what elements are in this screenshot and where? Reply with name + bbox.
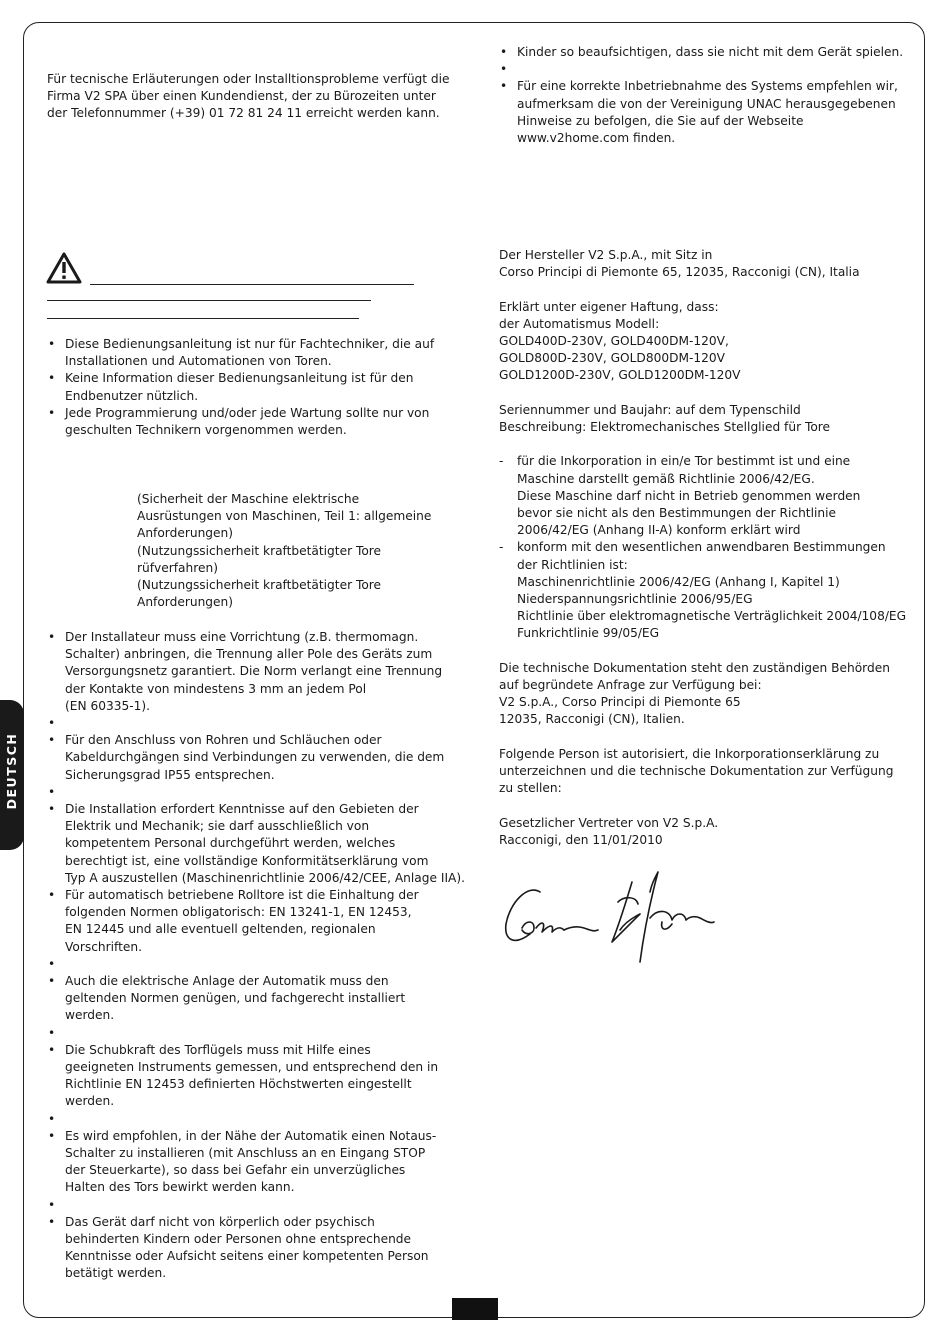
heading-rule <box>47 318 359 319</box>
service-line: Firma V2 SPA über einen Kundendienst, der zu Bürozeiten unter <box>47 89 436 104</box>
language-tab-label: DEUTSCH <box>4 732 19 810</box>
service-line: der Telefonnummer (+39) 01 72 81 24 11 erreicht werden kann. <box>47 106 440 121</box>
list-item: • Keine Information dieser Bedienungsanleitung ist für den Endbenutzer nützlich. <box>47 370 457 404</box>
service-paragraph <box>47 71 457 123</box>
list-item: • Für den Anschluss von Rohren und Schläuchen oder Kabeldurchgängen sind Verbindungen zu verwenden, die dem Sicherungsgrad IP55 entsprechen. <box>47 732 457 784</box>
list-item: • Kinder so beaufsichtigen, dass sie nicht mit dem Gerät spielen. <box>499 44 909 61</box>
list-item: • Die Installation erfordert Kenntnisse auf den Gebieten der Elektrik und Mechanik; sie darf ausschließlich von kompetentem Personal durchgeführt werden, welches berechtigt ist, eine vollständige Konformitätserklärung vom Typ A auszustellen (Maschinenrichtlinie 2006/42/CEE, Anlage IIA). <box>47 801 457 887</box>
safety-list <box>47 629 466 1283</box>
intro-list <box>47 336 457 439</box>
top-list <box>499 44 909 147</box>
list-item: • Das Gerät darf nicht von körperlich oder psychisch behinderten Kindern oder Personen ohne entsprechende Kenntnisse oder Aufsicht seitens einer kompetenten Person betätigt werden. <box>47 1214 457 1283</box>
spacer <box>47 956 457 973</box>
list-item: • Es wird empfohlen, in der Nähe der Automatik einen Notaus- Schalter zu installieren (mit Anschluss an en Eingang STOP der Steuerkarte), so dass bei Gefahr ein unverzügliches Halten des Tors bewirkt werden kann. <box>47 1128 457 1197</box>
list-item: • Die Schubkraft des Torflügels muss mit Hilfe eines geeigneten Instruments gemessen, und entsprechend den in Richtlinie EN 12453 definierten Höchstwerten eingestellt werden. <box>47 1042 457 1111</box>
service-line: Für tecnische Erläuterungen oder Installtionsprobleme verfügt die <box>47 72 450 86</box>
page-number-box <box>452 1298 498 1320</box>
spacer <box>47 784 457 801</box>
heading-rule <box>47 300 371 301</box>
list-item: • Für automatisch betriebene Rolltore ist die Einhaltung der folgenden Normen obligatorisch: EN 13241-1, EN 12453, EN 12445 und alle eventuell geltenden, regionalen Vorschriften. <box>47 887 457 956</box>
list-item: • Jede Programmierung und/oder jede Wartung sollte nur von geschulten Technikern vorgenommen werden. <box>47 405 457 439</box>
signature <box>500 862 725 972</box>
heading-rule <box>90 284 414 285</box>
spacer <box>47 1197 457 1214</box>
spacer <box>47 1025 457 1042</box>
list-item: - für die Inkorporation in ein/e Tor bestimmt ist und eine Maschine darstellt gemäß Richtlinie 2006/42/EG. Diese Maschine darf nicht in Betrieb genommen werden bevor sie nicht als den Bestimmungen der Richtlinie 2006/42/EG (Anhang II-A) konform erklärt wird <box>499 453 909 539</box>
spacer <box>47 1111 457 1128</box>
list-item: • Auch die elektrische Anlage der Automatik muss den geltenden Normen genügen, und fachgerecht installiert werden. <box>47 973 457 1025</box>
list-item: • Der Installateur muss eine Vorrichtung (z.B. thermomagn. Schalter) anbringen, die Trennung aller Pole des Geräts zum Versorgungsnetz garantiert. Die Norm verlangt eine Trennung der Kontakte von mindestens 3 mm an jedem Pol (EN 60335-1). <box>47 629 457 715</box>
spacer <box>47 715 457 732</box>
declaration: Der Hersteller V2 S.p.A., mit Sitz in Corso Principi di Piemonte 65, 12035, Racconigi (CN), Italia Erklärt unter eigener Haftung, dass: der Automatismus Modell: GOLD400D-230V, GOLD400DM-120V, GOLD800D-230V, GOLD800DM-120V GOLD1200D-230V, GOLD1200DM-120V Seriennummer und Baujahr: auf dem Typenschild Beschreibung: Elektromechanisches Stellglied für Tore - für die Inkorporation in ein/e Tor bestimmt ist und eine Maschine darstellt gemäß Richtlinie 2006/42/EG. Diese Maschine darf nicht in Betrieb genommen werden bevor sie nicht als den Bestimmungen der Richtlinie 2006/42/EG (Anhang II-A) konform erklärt wird - konform mit den wesentlichen anwendbaren Bestimmungen der Richtlinien ist: Maschinenrichtlinie 2006/42/EG (Anhang I, Kapitel 1) Niederspannungsrichtlinie 2006/95/EG Richtlinie über elektromagnetische Verträglichkeit 2004/108/EG Funkrichtlinie 99/05/EG Die technische Dokumentation steht den zuständigen Behörden auf begründete Anfrage zur Verfügung bei: V2 S.p.A., Corso Principi di Piemonte 65 12035, Racconigi (CN), Italien. Folgende Person ist autorisiert, die Inkorporationserklärung zu unterzeichnen und die technische Dokumentation zur Verfügung zu stellen: Gesetzlicher Vertreter von V2 S.p.A. Racconigi, den 11/01/2010 <box>499 247 909 849</box>
spacer <box>499 61 909 78</box>
warning-triangle-icon <box>46 252 82 284</box>
list-item: • Für eine korrekte Inbetriebnahme des Systems empfehlen wir, aufmerksam die von der Vereinigung UNAC herausgegebenen Hinweise zu befolgen, die Sie auf der Webseite www.v2home.com finden. <box>499 78 909 147</box>
list-item: - konform mit den wesentlichen anwendbaren Bestimmungen der Richtlinien ist: Maschinenrichtlinie 2006/42/EG (Anhang I, Kapitel 1) Niederspannungsrichtlinie 2006/95/EG Richtlinie über elektromagnetische Verträglichkeit 2004/108/EG Funkrichtlinie 99/05/EG <box>499 539 909 642</box>
standards-list: (Sicherheit der Maschine elektrische Ausrüstungen von Maschinen, Teil 1: allgemeine Anforderungen) (Nutzungssicherheit kraftbetätigter Tore rüfverfahren) (Nutzungssicherheit kraftbetätigter Tore Anforderungen) <box>137 492 432 610</box>
list-item: • Diese Bedienungsanleitung ist nur für Fachtechniker, die auf Installationen und Automationen von Toren. <box>47 336 457 370</box>
